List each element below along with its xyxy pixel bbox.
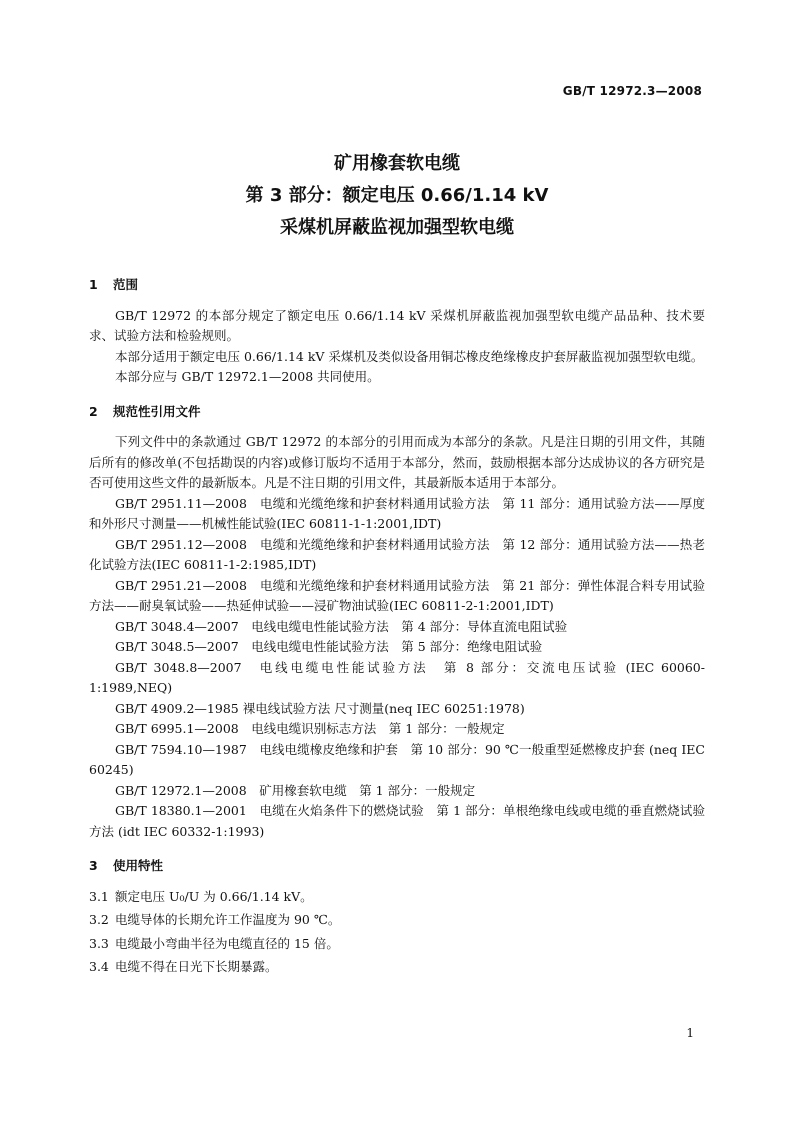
section-title: 范围 <box>113 277 139 292</box>
reference-item: GB/T 12972.1—2008 矿用橡套软电缆 第 1 部分：一般规定 <box>115 782 476 798</box>
section-3-heading <box>89 856 705 877</box>
paragraph: 下列文件中的条款通过 GB/T 12972 的本部分的引用而成为本部分的条款。凡是注日期的引用文件，其随后所有的修改单(不包括勘误的内容)或修订版均不适用于本部分，然而，鼓励根据本部分达成协议的各方研究是否可使用这些文件的最新版本。凡是不注日期的引用文件，其最新版本适用于本部分。 <box>89 434 705 490</box>
clause-number: 3.3 <box>89 935 109 951</box>
section-number: 2 <box>89 403 98 419</box>
clause-number: 3.1 <box>89 888 109 904</box>
reference-item: GB/T 3048.5—2007 电线电缆电性能试验方法 第 5 部分：绝缘电阻试验 <box>115 639 543 654</box>
clause-item <box>89 887 705 908</box>
title-line-3: 采煤机屏蔽监视加强型软电缆 <box>280 217 514 238</box>
document-body <box>89 275 705 981</box>
title-line-2: 第 3 部分：额定电压 0.66/1.14 kV <box>245 185 549 206</box>
document-title <box>0 148 794 244</box>
clause-number: 3.4 <box>89 959 109 974</box>
reference-item: GB/T 3048.8—2007 电线电缆电性能试验方法 第 8 部分：交流电压试验 (IEC 60060-1:1989,NEQ) <box>89 659 705 695</box>
clause-text: 电缆不得在日光下长期暴露。 <box>115 959 278 974</box>
reference-item: GB/T 2951.21—2008 电缆和光缆绝缘和护套材料通用试验方法 第 21 部分：弹性体混合料专用试验方法——耐臭氧试验——热延伸试验——浸矿物油试验(IEC 60811-2-1:2001,IDT) <box>89 577 705 613</box>
clause-item <box>89 934 705 955</box>
reference-item: GB/T 4909.2—1985 裸电线试验方法 尺寸测量(neq IEC 60251:1978) <box>115 700 525 716</box>
reference-item: GB/T 3048.4—2007 电线电缆电性能试验方法 第 4 部分：导体直流电阻试验 <box>115 618 568 634</box>
section-1-heading <box>89 275 705 296</box>
reference-item: GB/T 7594.10—1987 电线电缆橡皮绝缘和护套 第 10 部分：90 ℃一般重型延燃橡皮护套 (neq IEC 60245) <box>89 741 705 777</box>
reference-item: GB/T 6995.1—2008 电线电缆识别标志方法 第 1 部分：一般规定 <box>115 721 505 736</box>
standard-code: GB/T 12972.3—2008 <box>562 84 702 98</box>
clause-item <box>89 957 705 978</box>
title-line-1: 矿用橡套软电缆 <box>334 153 460 174</box>
clause-item <box>89 910 705 931</box>
section-title: 使用特性 <box>113 858 164 873</box>
section-number: 1 <box>89 277 98 292</box>
section-2-heading <box>89 402 705 423</box>
section-title: 规范性引用文件 <box>113 403 201 419</box>
page-number: 1 <box>686 1026 694 1040</box>
clause-text: 电缆导体的长期允许工作温度为 90 ℃。 <box>115 912 341 927</box>
reference-item: GB/T 18380.1—2001 电缆在火焰条件下的燃烧试验 第 1 部分：单根绝缘电线或电缆的垂直燃烧试验方法 (idt IEC 60332-1:1993) <box>89 803 705 839</box>
clause-text: 额定电压 U₀/U 为 0.66/1.14 kV。 <box>115 888 313 904</box>
reference-item: GB/T 2951.12—2008 电缆和光缆绝缘和护套材料通用试验方法 第 12 部分：通用试验方法——热老化试验方法(IEC 60811-1-2:1985,IDT) <box>89 536 705 572</box>
paragraph: GB/T 12972 的本部分规定了额定电压 0.66/1.14 kV 采煤机屏蔽监视加强型软电缆产品品种、技术要求、试验方法和检验规则。 <box>89 307 705 343</box>
paragraph: 本部分应与 GB/T 12972.1—2008 共同使用。 <box>115 369 380 384</box>
reference-item: GB/T 2951.11—2008 电缆和光缆绝缘和护套材料通用试验方法 第 11 部分：通用试验方法——厚度和外形尺寸测量——机械性能试验(IEC 60811-1-1:2001,IDT) <box>89 495 705 531</box>
section-number: 3 <box>89 858 98 873</box>
clause-text: 电缆最小弯曲半径为电缆直径的 15 倍。 <box>115 935 339 951</box>
paragraph: 本部分适用于额定电压 0.66/1.14 kV 采煤机及类似设备用铜芯橡皮绝缘橡皮护套屏蔽监视加强型软电缆。 <box>115 348 704 364</box>
clause-number: 3.2 <box>89 912 109 927</box>
